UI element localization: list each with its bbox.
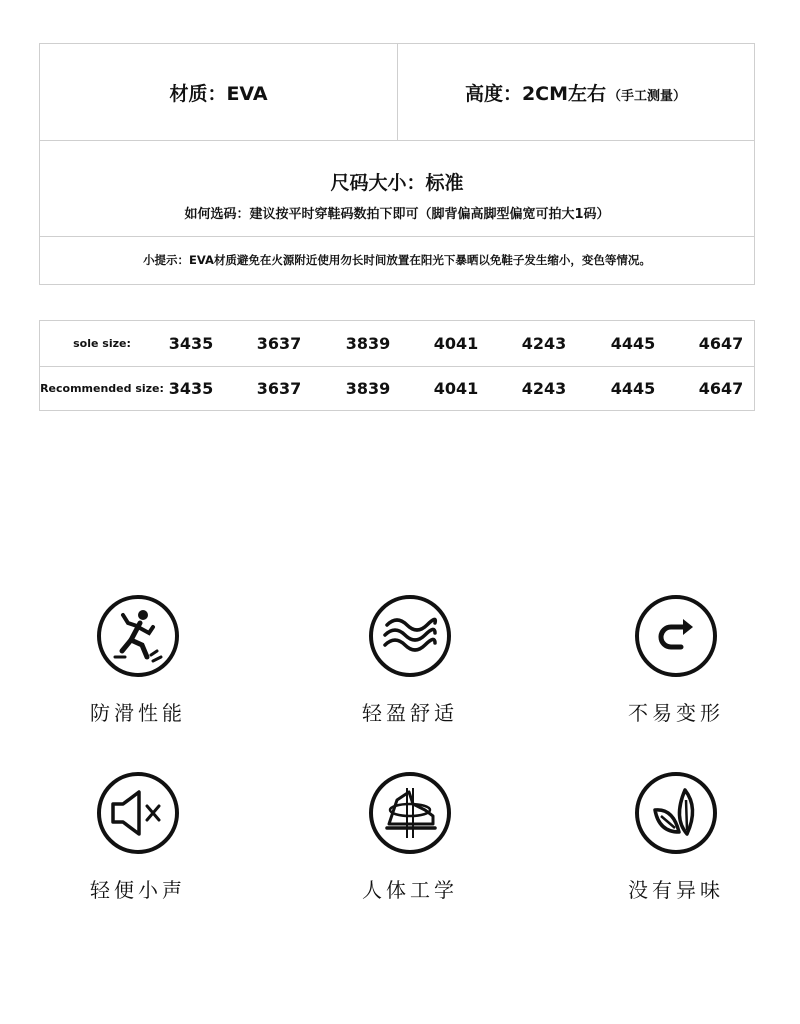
tip-row xyxy=(40,236,754,284)
table-row xyxy=(40,321,754,367)
wave-icon xyxy=(367,593,453,679)
feature-label: 人体工学 xyxy=(362,878,458,902)
product-info-box xyxy=(39,43,755,285)
size-table xyxy=(39,320,755,411)
size-value: 3435 xyxy=(168,379,214,398)
leaf-icon xyxy=(633,770,719,856)
ergonomic-shoe-icon xyxy=(367,770,453,856)
size-value: 4647 xyxy=(698,379,744,398)
height-note: （手工测量） xyxy=(608,88,687,104)
mute-speaker-icon xyxy=(95,770,181,856)
info-row-1 xyxy=(40,44,754,141)
material-label: 材质：EVA xyxy=(169,82,268,105)
feature-label: 不易变形 xyxy=(628,701,724,725)
sole-size-label: sole size: xyxy=(73,337,131,350)
height-label: 高度：2CM左右 xyxy=(464,82,607,105)
size-advice: 如何选码：建议按平时穿鞋码数拍下即可（脚背偏高脚型偏宽可拍大1码） xyxy=(184,207,610,222)
size-value: 3839 xyxy=(345,379,391,398)
feature-no-deform xyxy=(596,593,756,726)
material-cell xyxy=(40,44,398,140)
feature-label: 防滑性能 xyxy=(90,701,186,725)
table-row xyxy=(40,366,754,411)
tip-text: 小提示：EVA材质避免在火源附近使用勿长时间放置在阳光下暴晒以免鞋子发生缩小，变色等情况。 xyxy=(143,253,651,267)
size-value: 3435 xyxy=(168,334,214,353)
size-value: 4647 xyxy=(698,334,744,353)
size-value: 4041 xyxy=(433,379,479,398)
feature-label: 轻便小声 xyxy=(90,878,186,902)
size-value: 4243 xyxy=(521,379,567,398)
recommended-size-label: Recommended size: xyxy=(40,382,164,395)
feature-label: 没有异味 xyxy=(628,878,724,902)
size-value: 4445 xyxy=(610,379,656,398)
feature-odorless xyxy=(596,770,756,903)
size-value: 4243 xyxy=(521,334,567,353)
size-value: 3637 xyxy=(256,334,302,353)
size-standard-title: 尺码大小：标准 xyxy=(330,172,464,194)
feature-anti-slip xyxy=(58,593,218,726)
size-value: 3839 xyxy=(345,334,391,353)
feature-lightweight xyxy=(330,593,490,726)
size-value: 3637 xyxy=(256,379,302,398)
size-standard-row xyxy=(40,140,754,237)
feature-quiet xyxy=(58,770,218,903)
size-value: 4445 xyxy=(610,334,656,353)
feature-ergonomic xyxy=(330,770,490,903)
feature-label: 轻盈舒适 xyxy=(362,701,458,725)
anti-slip-icon xyxy=(95,593,181,679)
height-cell xyxy=(397,44,754,140)
size-value: 4041 xyxy=(433,334,479,353)
rotate-arrow-icon xyxy=(633,593,719,679)
